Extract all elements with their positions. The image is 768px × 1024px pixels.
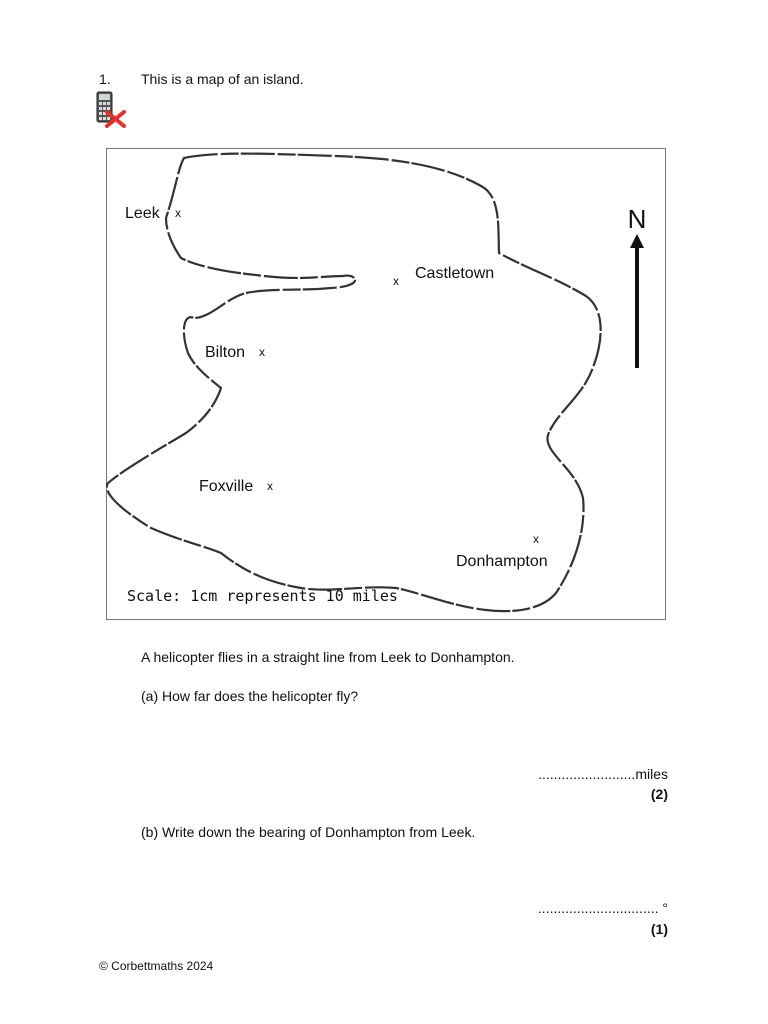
place-bilton: Bilton xyxy=(205,344,246,361)
marker-leek: x xyxy=(175,206,181,220)
island-map xyxy=(106,148,666,620)
marks-b: (1) xyxy=(650,921,668,937)
marks-a: (2) xyxy=(650,786,668,802)
place-foxville: Foxville xyxy=(199,478,254,495)
marker-bilton: x xyxy=(259,345,265,359)
copyright-footer: © Corbettmaths 2024 xyxy=(99,959,214,973)
place-castletown: Castletown xyxy=(415,265,495,282)
answer-line-b[interactable]: ............................... ° xyxy=(537,900,668,916)
place-leek: Leek xyxy=(125,205,160,222)
answer-line-a[interactable]: .........................miles xyxy=(538,766,668,782)
place-donhampton: Donhampton xyxy=(456,553,548,570)
north-label: N xyxy=(627,204,647,234)
question-number: 1. xyxy=(99,71,111,87)
question-stem: A helicopter flies in a straight line from Leek to Donhampton. xyxy=(141,649,515,665)
question-part-b: (b) Write down the bearing of Donhampton from Leek. xyxy=(141,824,476,840)
map-scale: Scale: 1cm represents 10 miles xyxy=(127,587,398,605)
question-part-a: (a) How far does the helicopter fly? xyxy=(141,688,359,704)
marker-castletown: x xyxy=(393,274,399,288)
marker-foxville: x xyxy=(267,479,273,493)
marker-donhampton: x xyxy=(533,532,539,546)
question-intro: This is a map of an island. xyxy=(141,71,304,87)
calculator-not-allowed-icon xyxy=(94,90,126,128)
